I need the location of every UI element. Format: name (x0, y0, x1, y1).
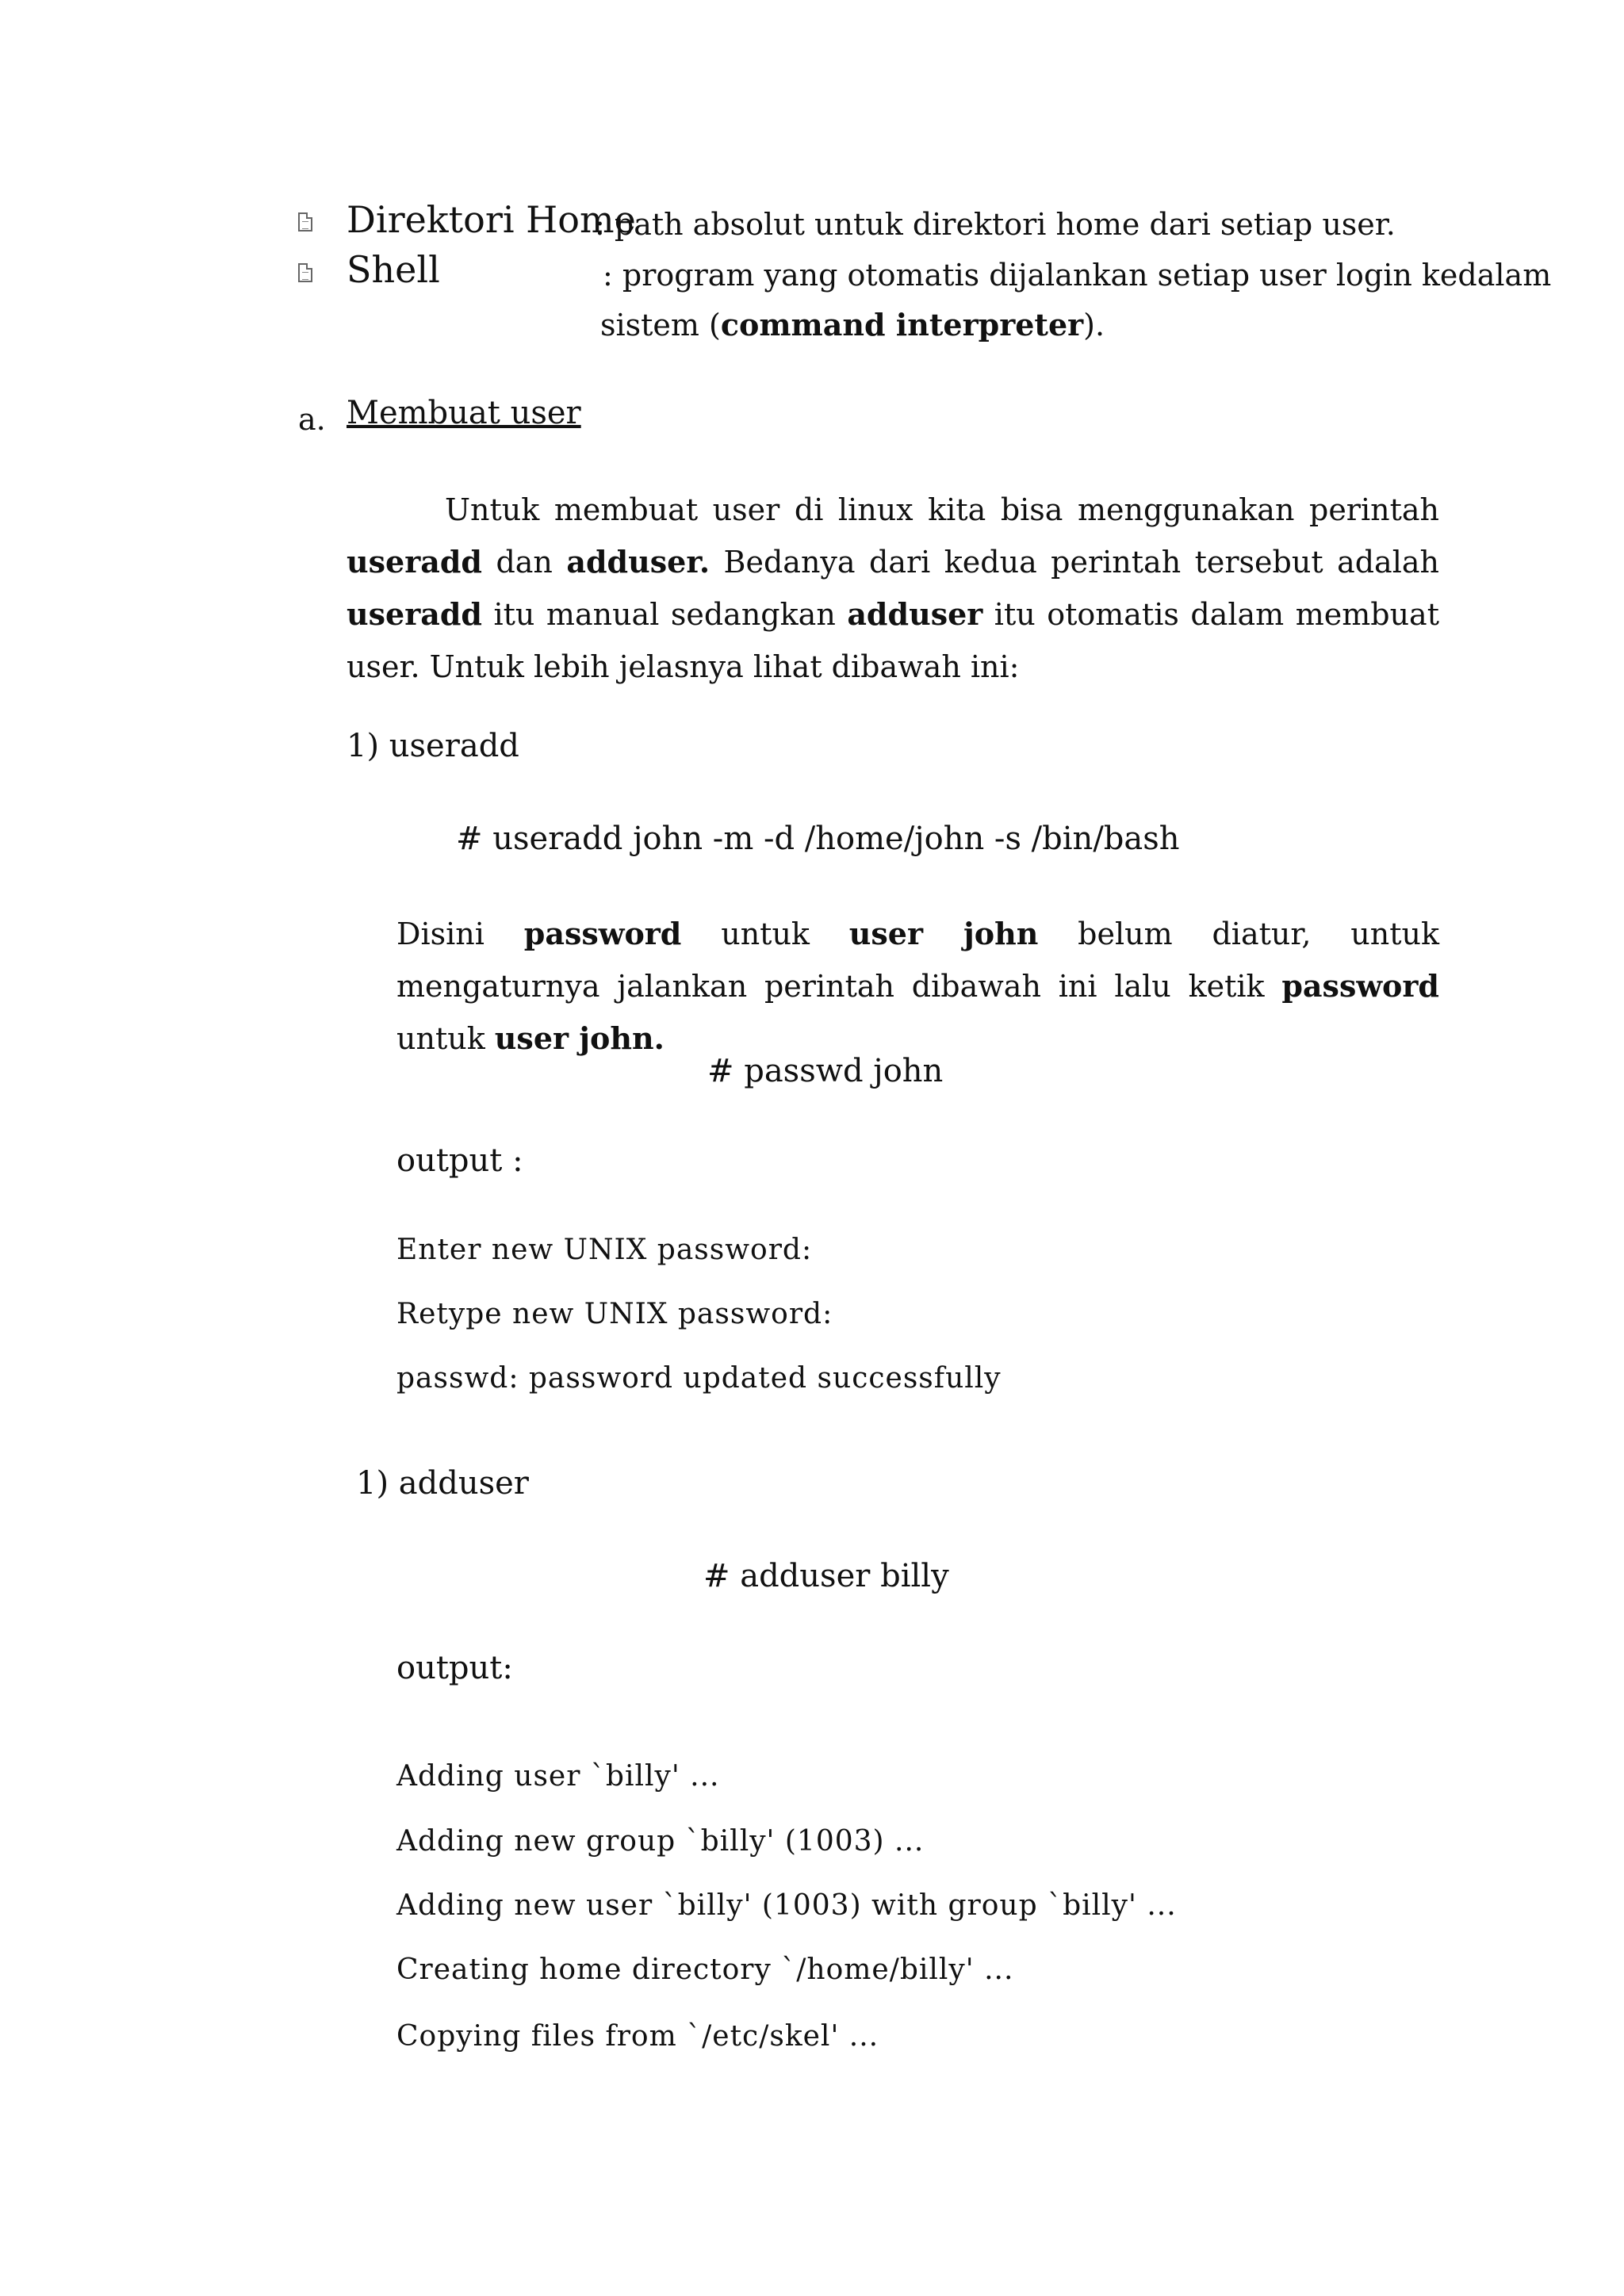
output-line: Adding user `billy' ... (396, 1760, 720, 1793)
document-bullet-icon (298, 263, 312, 282)
output-line: Retype new UNIX password: (396, 1298, 833, 1330)
bullet-term-shell: Shell (347, 248, 440, 291)
document-bullet-icon (298, 212, 312, 232)
output-line: Adding new group `billy' (1003) ... (396, 1825, 925, 1858)
useradd-note-paragraph: Disini password untuk user john belum diatur, untuk mengaturnya jalankan perintah dibawah ini lalu ketik password untuk user john. (396, 916, 1439, 1056)
useradd-output-label: output : (396, 1142, 523, 1179)
intro-paragraph: Untuk membuat user di linux kita bisa menggunakan perintah useradd dan adduser. Bedanya dari kedua perintah tersebut adalah useradd itu manual sedangkan adduser itu otomatis dalam membuat user. Untuk lebih jelasnya lihat dibawah ini: (347, 492, 1439, 684)
section-marker: a. (298, 402, 326, 437)
bullet-text-home: : path absolut untuk direktori home dari setiap user. (595, 207, 1396, 242)
item-useradd-label: 1) useradd (347, 728, 519, 764)
section-title: Membuat user (347, 395, 581, 431)
item-adduser-label: 1) adduser (356, 1465, 529, 1502)
adduser-command: # adduser billy (703, 1558, 949, 1594)
output-line: Adding new user `billy' (1003) with group `billy' ... (396, 1889, 1177, 1922)
output-line: passwd: password updated successfully (396, 1362, 1002, 1395)
output-line: Enter new UNIX password: (396, 1234, 813, 1266)
useradd-command: # useradd john -m -d /home/john -s /bin/bash (456, 821, 1180, 857)
bullet-term-home: Direktori Home (347, 198, 636, 241)
bullet-text-shell: : program yang otomatis dijalankan setiap user login kedalam (603, 258, 1552, 293)
output-line: Copying files from `/etc/skel' ... (396, 2020, 879, 2053)
adduser-output-label: output: (396, 1650, 513, 1686)
bullet-text-shell-line2: sistem (command interpreter). (600, 307, 1105, 342)
output-line: Creating home directory `/home/billy' ... (396, 1954, 1014, 1986)
passwd-command: # passwd john (707, 1053, 944, 1089)
